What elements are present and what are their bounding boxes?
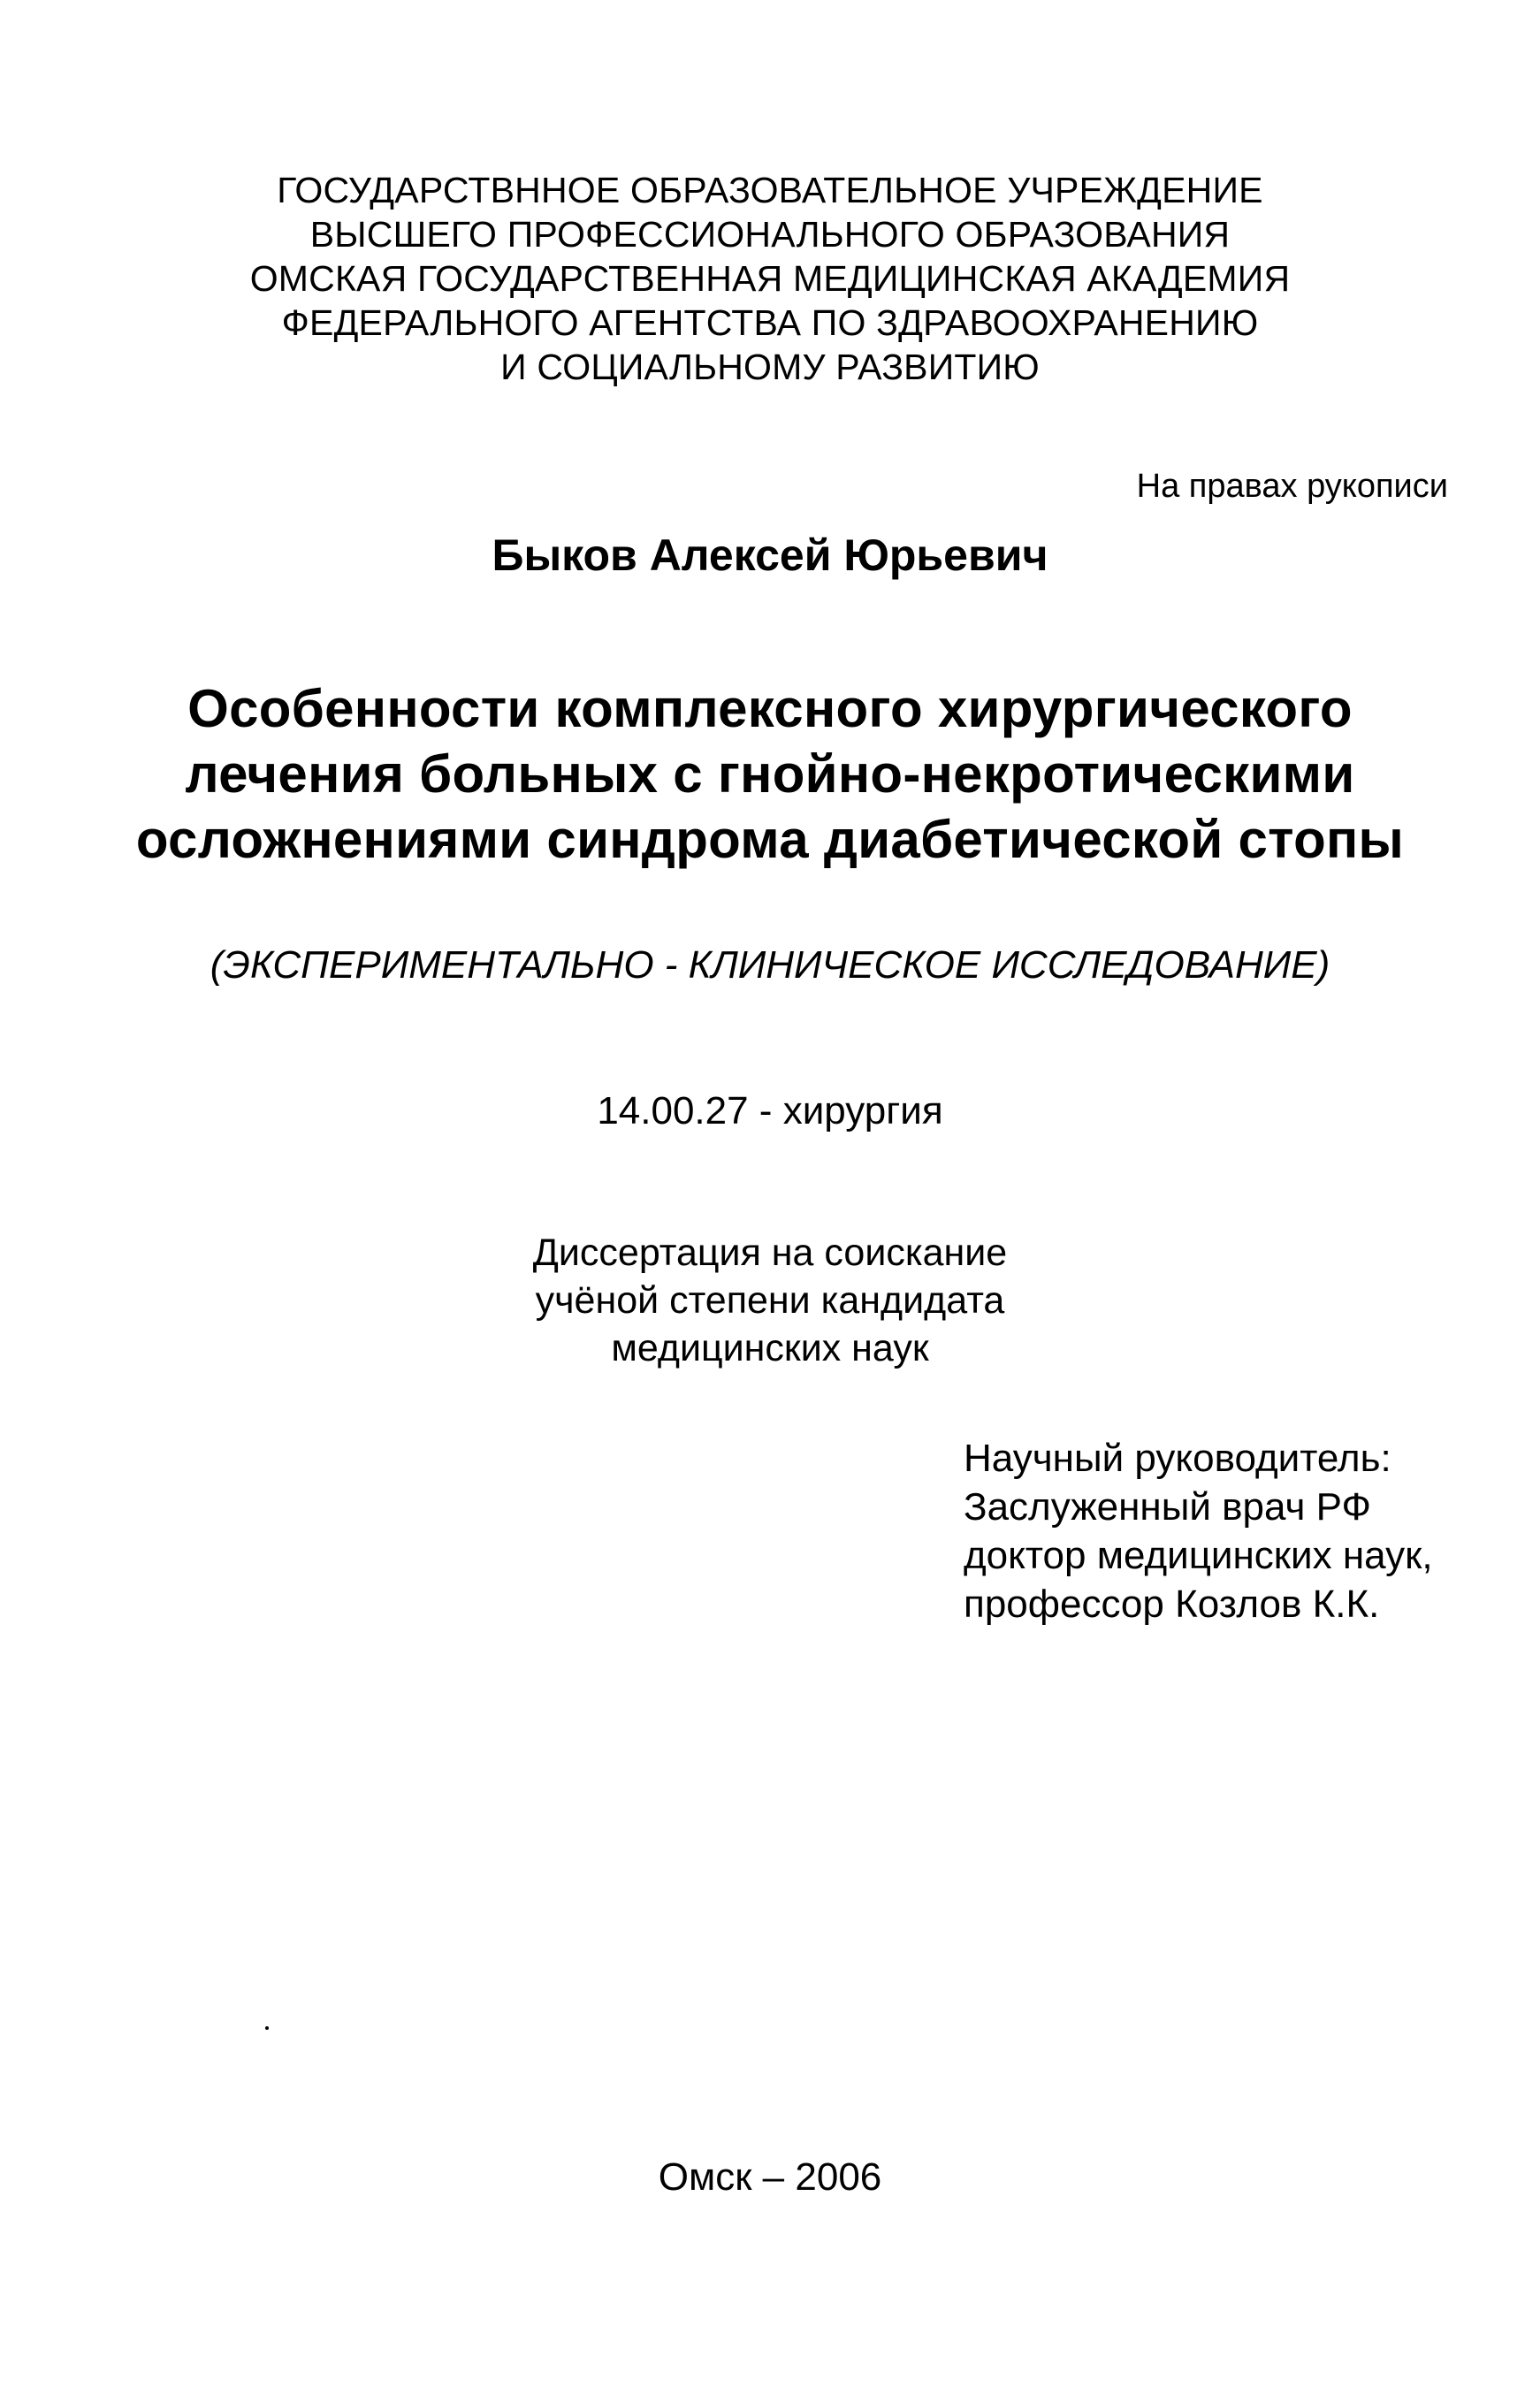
scientific-advisor bbox=[964, 1434, 1433, 1628]
degree-line: медицинских наук bbox=[611, 1327, 929, 1369]
title-line: осложнениями синдрома диабетической стопы bbox=[135, 810, 1405, 869]
degree-line: Диссертация на соискание bbox=[532, 1232, 1008, 1274]
institution-line: И СОЦИАЛЬНОМУ РАЗВИТИЮ bbox=[500, 347, 1040, 387]
dissertation-title bbox=[0, 676, 1540, 873]
advisor-line: профессор Козлов К.К. bbox=[964, 1582, 1380, 1626]
institution-line: ОМСКАЯ ГОСУДАРСТВЕННАЯ МЕДИЦИНСКАЯ АКАДЕМИЯ bbox=[249, 258, 1291, 299]
institution-line: ВЫСШЕГО ПРОФЕССИОНАЛЬНОГО ОБРАЗОВАНИЯ bbox=[309, 214, 1231, 255]
advisor-line: Научный руководитель: bbox=[964, 1437, 1391, 1480]
institution-header bbox=[0, 168, 1540, 389]
city-year-footer: Омск – 2006 bbox=[658, 2155, 882, 2199]
manuscript-rights-note: На правах рукописи bbox=[1136, 468, 1448, 505]
degree-statement bbox=[0, 1229, 1540, 1372]
title-line: лечения больных с гнойно-некротическими bbox=[185, 744, 1355, 804]
scan-speck bbox=[265, 2026, 269, 2030]
study-type-subtitle: (ЭКСПЕРИМЕНТАЛЬНО - КЛИНИЧЕСКОЕ ИССЛЕДОВАНИЕ) bbox=[210, 943, 1330, 987]
specialty-code: 14.00.27 - хирургия bbox=[597, 1089, 943, 1132]
advisor-line: Заслуженный врач РФ bbox=[964, 1485, 1371, 1529]
degree-line: учёной степени кандидата bbox=[535, 1279, 1005, 1322]
title-line: Особенности комплексного хирургического bbox=[187, 679, 1353, 738]
institution-line: ФЕДЕРАЛЬНОГО АГЕНТСТВА ПО ЗДРАВООХРАНЕНИЮ bbox=[281, 302, 1259, 343]
author-name: Быков Алексей Юрьевич bbox=[492, 530, 1048, 580]
institution-line: ГОСУДАРСТВННОЕ ОБРАЗОВАТЕЛЬНОЕ УЧРЕЖДЕНИЕ bbox=[277, 170, 1263, 210]
advisor-line: доктор медицинских наук, bbox=[964, 1534, 1433, 1577]
